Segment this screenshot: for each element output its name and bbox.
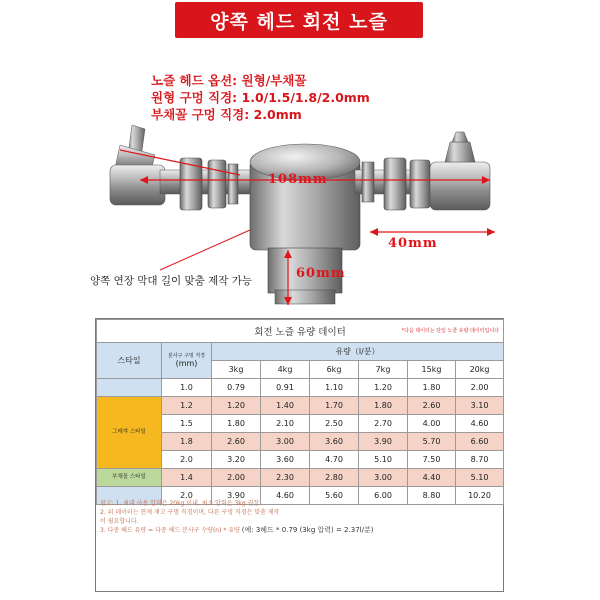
flow-cell: 1.20 (359, 379, 408, 397)
style-spacer (97, 379, 162, 397)
flow-cell: 1.70 (310, 397, 359, 415)
flow-cell: 3.60 (261, 451, 310, 469)
flow-cell: 3.60 (310, 433, 359, 451)
table-title: 회전 노즐 유량 데이터 (254, 327, 346, 338)
footnote-2: 2. 위 데이터는 현재 재고 구멍 직경이며, 다른 구멍 직경은 맞춤 제작 (100, 509, 280, 516)
page-title (175, 2, 423, 38)
table-footnotes (100, 499, 500, 535)
pressure-col-header: 7kg (359, 361, 408, 379)
table-row (97, 379, 504, 397)
flow-cell: 2.80 (310, 469, 359, 487)
flow-cell: 8.70 (456, 451, 504, 469)
flow-cell: 1.20 (212, 397, 261, 415)
spec-line-round-diameter: 원형 구멍 직경: 1.0/1.5/1.8/2.0mm (151, 90, 370, 105)
flow-cell: 1.80 (408, 379, 456, 397)
footnote-2-cont: 이 필요합니다. (100, 518, 139, 525)
diameter-cell: 2.0 (162, 451, 212, 469)
pressure-col-header: 20kg (456, 361, 504, 379)
pressure-col-header: 3kg (212, 361, 261, 379)
flow-cell: 2.60 (408, 397, 456, 415)
spec-list (151, 72, 370, 123)
diameter-header (162, 343, 212, 379)
flow-cell: 6.00 (359, 487, 408, 505)
spec-line-head-options: 노즐 헤드 옵션: 원형/부채꼴 (151, 73, 307, 88)
flow-table (96, 319, 504, 505)
style-header: 스타일 (97, 343, 162, 379)
pressure-col-header: 6kg (310, 361, 359, 379)
footnote-3-example: (예: 3헤드 * 0.79 (3kg 압력) = 2.37l/분) (241, 526, 374, 534)
flow-cell: 1.40 (261, 397, 310, 415)
page-title-text: 양쪽 헤드 회전 노즐 (210, 10, 388, 33)
flow-cell: 10.20 (456, 487, 504, 505)
flow-cell: 1.10 (310, 379, 359, 397)
flow-cell: 3.90 (359, 433, 408, 451)
flow-cell: 3.00 (261, 433, 310, 451)
footnote-1: 참고: 1. 최대 사용 압력은 20kg 이내, 최소 압력은 3kg 권장 (100, 500, 260, 507)
style-cell-fan: 부채꼴 스타일 (97, 469, 162, 487)
flow-cell: 1.80 (212, 415, 261, 433)
diameter-cell: 1.2 (162, 397, 212, 415)
flow-cell: 2.00 (456, 379, 504, 397)
spec-line-fan-diameter: 부채꼴 구멍 직경: 2.0mm (151, 107, 302, 122)
flow-cell: 2.60 (212, 433, 261, 451)
flow-cell: 7.50 (408, 451, 456, 469)
pressure-col-header: 4kg (261, 361, 310, 379)
dimension-side-label: 40mm (388, 236, 438, 251)
flow-header: 유량（l/분） (212, 343, 504, 361)
flow-cell: 4.60 (456, 415, 504, 433)
footnote-3 (100, 526, 500, 535)
table-row (97, 397, 504, 415)
diameter-cell: 1.8 (162, 433, 212, 451)
pressure-col-header: 15kg (408, 361, 456, 379)
flow-cell: 3.90 (212, 487, 261, 505)
flow-cell: 3.10 (456, 397, 504, 415)
table-title-cell (97, 320, 504, 343)
flow-cell: 3.00 (359, 469, 408, 487)
flow-cell: 4.40 (408, 469, 456, 487)
diameter-unit: (mm) (175, 359, 198, 368)
flow-cell: 0.79 (212, 379, 261, 397)
flow-cell: 8.80 (408, 487, 456, 505)
style-cell-round: 그레쟈 스타일 (97, 397, 162, 469)
flow-cell: 4.00 (408, 415, 456, 433)
extension-note: 양쪽 연장 막대 길이 맞춤 제작 가능 (90, 275, 253, 287)
dimension-height-label: 60mm (296, 266, 346, 281)
flow-cell: 4.60 (261, 487, 310, 505)
diameter-cell: 1.0 (162, 379, 212, 397)
flow-cell: 3.20 (212, 451, 261, 469)
flow-cell: 5.70 (408, 433, 456, 451)
table-row (97, 469, 504, 487)
flow-cell: 1.80 (359, 397, 408, 415)
flow-cell: 2.30 (261, 469, 310, 487)
dimension-length-label: 108mm (268, 172, 328, 187)
flow-cell: 2.70 (359, 415, 408, 433)
flow-cell: 5.10 (456, 469, 504, 487)
flow-data-table (95, 318, 504, 592)
footnote-3-formula: 3. 다중 헤드 유량 = 다중 헤드 분사구 수량(n) * 유량 (100, 527, 240, 534)
flow-cell: 2.10 (261, 415, 310, 433)
diameter-cell: 1.5 (162, 415, 212, 433)
diameter-cell: 1.4 (162, 469, 212, 487)
flow-cell: 6.60 (456, 433, 504, 451)
flow-cell: 2.50 (310, 415, 359, 433)
flow-cell: 5.60 (310, 487, 359, 505)
flow-cell: 2.00 (212, 469, 261, 487)
flow-cell: 5.10 (359, 451, 408, 469)
diameter-cell: 2.0 (162, 487, 212, 505)
flow-cell: 4.70 (310, 451, 359, 469)
table-note: *다음 데이터는 단일 노즐 유량 데이터입니다 (401, 328, 500, 334)
diameter-header-text: 분사구 구멍 직경 (168, 353, 205, 359)
flow-cell: 0.91 (261, 379, 310, 397)
